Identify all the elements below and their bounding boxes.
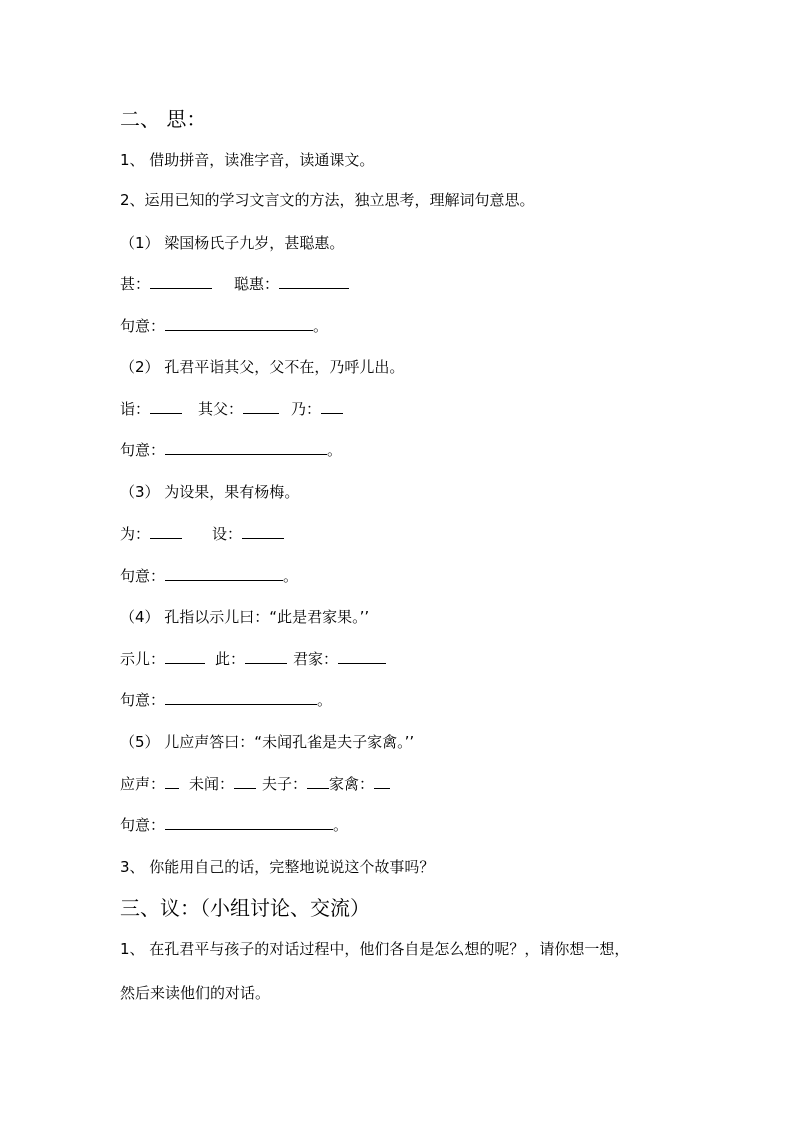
- q5-word3-blank[interactable]: [307, 774, 329, 789]
- q5-sentence: （5） 儿应声答曰：“未闻孔雀是夫子家禽。’’: [120, 733, 415, 751]
- q1-meaning-label: 句意：: [120, 317, 166, 335]
- section2-heading: 二、 思：: [120, 107, 207, 131]
- q4-word2-blank[interactable]: [245, 649, 287, 664]
- q2-meaning-label: 句意：: [120, 441, 166, 459]
- q1-period: 。: [313, 317, 329, 335]
- q5-word4-label: 家禽：: [329, 775, 375, 793]
- section3-heading: 三、议：（小组讨论、交流）: [120, 896, 370, 920]
- q4-word3-label: 君家：: [293, 650, 339, 668]
- q2-word2-blank[interactable]: [243, 399, 279, 414]
- q4-period: 。: [317, 691, 333, 709]
- q2-word1-label: 诣：: [120, 400, 151, 418]
- q3-word2-blank[interactable]: [242, 524, 284, 539]
- q2-period: 。: [327, 441, 343, 459]
- section2-item1: 1、 借助拼音，读准字音，读通课文。: [120, 151, 375, 169]
- section3-item1-line2: 然后来读他们的对话。: [120, 984, 271, 1002]
- section3-item1-line1: 1、 在孔君平与孩子的对话过程中，他们各自是怎么想的呢？，请你想一想，: [120, 940, 630, 958]
- q5-word4-blank[interactable]: [374, 774, 390, 789]
- q1-word2-blank[interactable]: [279, 274, 349, 289]
- q1-words-row: [120, 274, 349, 294]
- q2-word1-blank[interactable]: [150, 399, 182, 414]
- q2-sentence: （2） 孔君平诣其父，父不在，乃呼儿出。: [120, 358, 405, 376]
- q1-meaning-row: [120, 316, 328, 336]
- q4-meaning-row: [120, 690, 332, 710]
- q3-word1-label: 为：: [120, 525, 151, 543]
- q2-meaning-row: [120, 440, 342, 460]
- q4-word1-label: 示儿：: [120, 650, 166, 668]
- q4-word1-blank[interactable]: [165, 649, 205, 664]
- q3-meaning-row: [120, 566, 298, 586]
- q1-meaning-blank[interactable]: [165, 316, 313, 331]
- q5-word2-label: 未闻：: [189, 775, 235, 793]
- q5-word1-blank[interactable]: [165, 774, 179, 789]
- section2-item3: 3、 你能用自己的话，完整地说说这个故事吗？: [120, 858, 435, 876]
- q1-word1-blank[interactable]: [150, 274, 212, 289]
- q2-words-row: [120, 399, 343, 419]
- q1-word1-label: 甚：: [120, 275, 151, 293]
- q4-meaning-blank[interactable]: [165, 690, 317, 705]
- q5-word1-label: 应声：: [120, 775, 166, 793]
- q4-words-row: [120, 649, 386, 669]
- q2-word2-label: 其父：: [198, 400, 244, 418]
- q3-period: 。: [283, 567, 299, 585]
- q3-meaning-label: 句意：: [120, 567, 166, 585]
- q5-meaning-row: [120, 815, 348, 835]
- q5-meaning-blank[interactable]: [165, 815, 333, 830]
- q4-word2-label: 此：: [215, 650, 246, 668]
- q3-word1-blank[interactable]: [150, 524, 182, 539]
- q2-word3-label: 乃：: [291, 400, 322, 418]
- q2-meaning-blank[interactable]: [165, 440, 327, 455]
- q5-words-row: [120, 774, 390, 794]
- q5-meaning-label: 句意：: [120, 816, 166, 834]
- q2-word3-blank[interactable]: [321, 399, 343, 414]
- q3-words-row: [120, 524, 284, 544]
- q4-meaning-label: 句意：: [120, 691, 166, 709]
- q1-sentence: （1） 梁国杨氏子九岁，甚聪惠。: [120, 234, 345, 252]
- q4-word3-blank[interactable]: [338, 649, 386, 664]
- q3-word2-label: 设：: [212, 525, 243, 543]
- q3-sentence: （3） 为设果，果有杨梅。: [120, 483, 300, 501]
- q4-sentence: （4） 孔指以示儿曰：“此是君家果。’’: [120, 608, 370, 626]
- q5-word3-label: 夫子：: [262, 775, 308, 793]
- q5-word2-blank[interactable]: [234, 774, 256, 789]
- q1-word2-label: 聪惠：: [234, 275, 280, 293]
- section2-item2: 2、运用已知的学习文言文的方法，独立思考，理解词句意思。: [120, 191, 535, 209]
- q5-period: 。: [333, 816, 349, 834]
- q3-meaning-blank[interactable]: [165, 566, 283, 581]
